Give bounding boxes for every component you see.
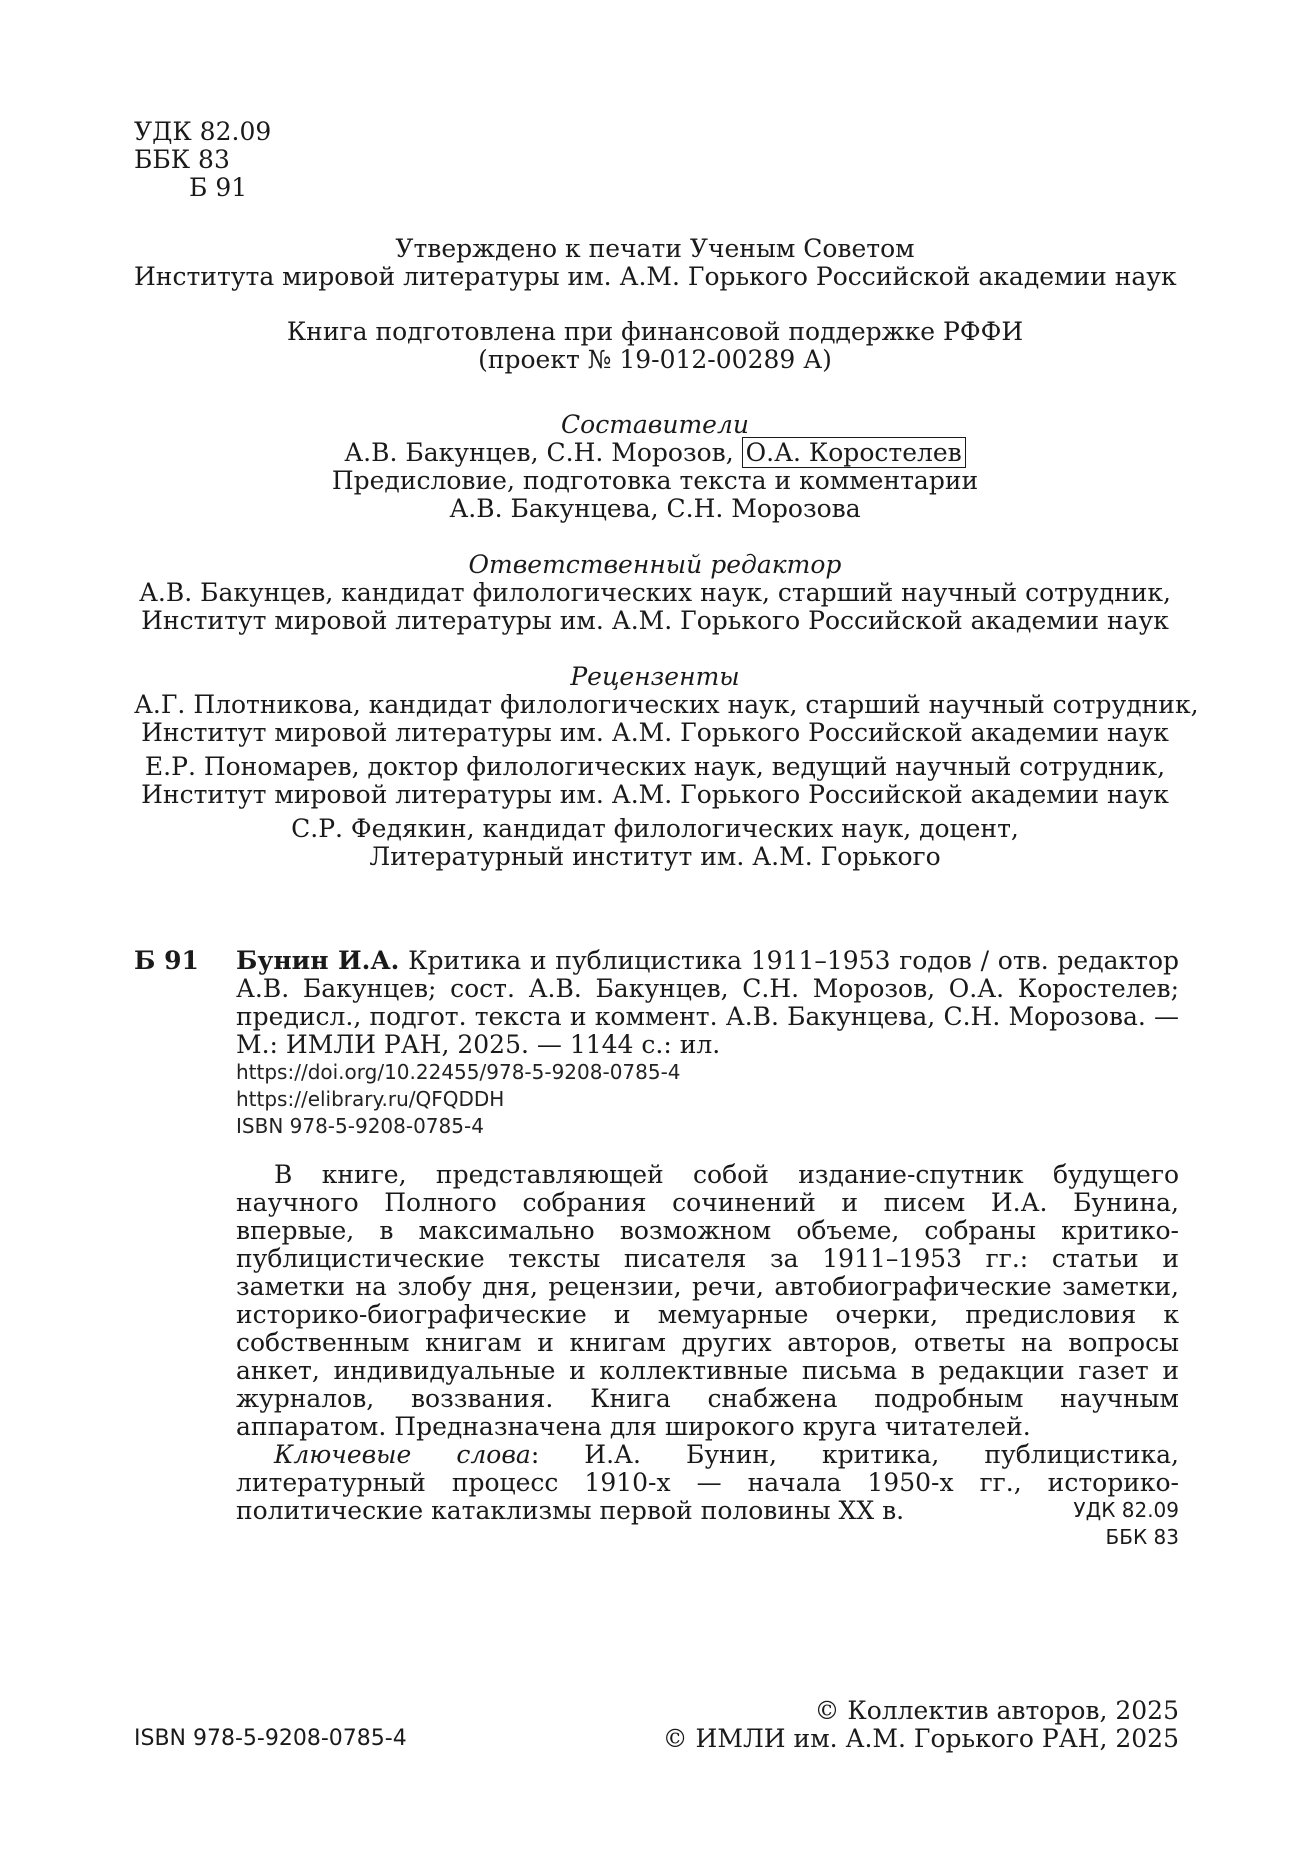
copyright-authors: © Коллектив авторов, 2025 <box>814 1696 1179 1725</box>
reviewer-1 <box>134 690 1199 747</box>
preface-line: Предисловие, подготовка текста и комментарии <box>331 466 979 495</box>
compilers-boxed-name: О.А. Коростелев <box>742 437 966 468</box>
reviewer-1-line-1: А.Г. Плотникова, кандидат филологических наук, старший научный сотрудник, <box>134 690 1199 719</box>
reviewer-3 <box>134 815 1176 871</box>
classification-codes <box>134 118 334 202</box>
bbk-code: ББК 83 <box>134 145 230 174</box>
compilers-names <box>134 439 1176 467</box>
compilers-block <box>134 411 1176 523</box>
reviewers-heading: Рецензенты <box>570 662 740 691</box>
udk-code: УДК 82.09 <box>134 117 272 146</box>
bib-body <box>236 947 1179 1140</box>
editor-line-2: Институт мировой литературы им. А.М. Горького Российской академии наук <box>141 606 1169 635</box>
reviewer-3-line-2: Литературный институт им. А.М. Горького <box>369 842 941 871</box>
funding-line-1: Книга подготовлена при финансовой поддержке РФФИ <box>286 317 1024 346</box>
reviewer-1-line-2: Институт мировой литературы им. А.М. Горького Российской академии наук <box>141 718 1169 747</box>
editor-heading: Ответственный редактор <box>468 550 842 579</box>
editor-line-1: А.В. Бакунцев, кандидат филологических наук, старший научный сотрудник, <box>138 578 1171 607</box>
reviewers-block <box>134 662 1199 871</box>
funding-block <box>134 318 1176 374</box>
reviewer-2-line-1: Е.Р. Пономарев, доктор филологических наук, ведущий научный сотрудник, <box>144 752 1166 781</box>
author-mark: Б 91 <box>189 173 248 202</box>
reviewer-2 <box>134 753 1176 809</box>
bib-author: Бунин И.А. <box>236 946 400 975</box>
bib-description: Критика и публицистика 1911–1953 годов / отв. редактор А.В. Бакунцев; сост. А.В. Бакунцев, С.Н. Морозов, О.А. Коростелев; предисл., подгот. текста и коммент. А.В. Бакунцева, С.Н. Морозова. — М.: ИМЛИ РАН, 2025. — 1144 с.: ил. <box>236 946 1179 1059</box>
keywords-paragraph <box>236 1441 1179 1525</box>
approval-block <box>134 235 1176 291</box>
bbk-right: ББК 83 <box>1105 1525 1179 1549</box>
classification-right <box>1073 1497 1179 1551</box>
copyright-imli: © ИМЛИ им. А.М. Горького РАН, 2025 <box>662 1724 1179 1753</box>
keywords-text: : И.А. Бунин, критика, публицистика, литературный процесс 1910-х — начала 1950-х гг., историко-политические катаклизмы первой половины XX в. <box>236 1440 1180 1525</box>
abstract <box>236 1161 1179 1525</box>
funding-line-2: (проект № 19-012-00289 А) <box>478 345 832 374</box>
reviewer-2-line-2: Институт мировой литературы им. А.М. Горького Российской академии наук <box>141 780 1169 809</box>
approval-line-1: Утверждено к печати Ученым Советом <box>395 234 915 263</box>
compilers-names-prefix: А.В. Бакунцев, С.Н. Морозов, <box>344 438 734 467</box>
bib-isbn: ISBN 978-5-9208-0785-4 <box>236 1114 484 1138</box>
doi-link[interactable]: https://doi.org/10.22455/978-5-9208-0785-4 <box>236 1060 681 1084</box>
abstract-text: В книге, представляющей собой издание-спутник будущего научного Полного собрания сочинений и писем И.А. Бунина, впервые, в максимально возможном объеме, собраны критико-публицистические тексты писателя за 1911–1953 гг.: статьи и заметки на злобу дня, рецензии, речи, автобиографические заметки, историко-биографические и мемуарные очерки, предисловия к собственным книгам и книгам других авторов, ответы на вопросы анкет, индивидуальные и коллективные письма в редакции газет и журналов, воззвания. Книга снабжена подробным научным аппаратом. Предназначена для широкого круга читателей. <box>236 1160 1179 1441</box>
udk-right: УДК 82.09 <box>1073 1498 1179 1522</box>
preface-names: А.В. Бакунцева, С.Н. Морозова <box>449 494 861 523</box>
editor-block <box>134 551 1176 635</box>
footer-isbn: ISBN 978-5-9208-0785-4 <box>134 1726 407 1751</box>
approval-line-2: Института мировой литературы им. А.М. Горького Российской академии наук <box>134 262 1177 291</box>
compilers-heading: Составители <box>561 410 749 439</box>
bib-description-paragraph <box>236 947 1179 1059</box>
bibliographic-record <box>134 947 1179 1140</box>
elibrary-link[interactable]: https://elibrary.ru/QFQDDH <box>236 1087 505 1111</box>
bib-code: Б 91 <box>134 946 199 975</box>
reviewer-3-line-1: С.Р. Федякин, кандидат филологических наук, доцент, <box>291 814 1019 843</box>
keywords-label: Ключевые слова <box>274 1440 531 1469</box>
footer-copyright <box>663 1697 1179 1753</box>
